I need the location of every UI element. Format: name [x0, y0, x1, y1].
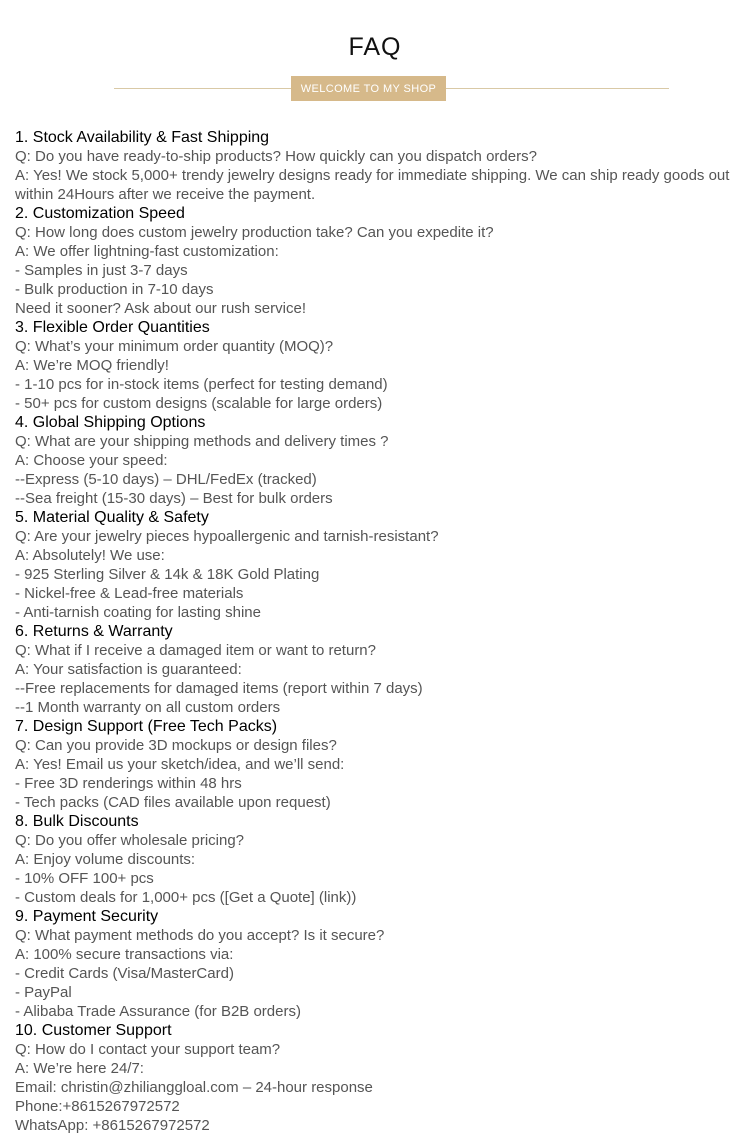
faq-bullet: --Sea freight (15-30 days) – Best for bulk orders — [15, 490, 333, 507]
faq-section-title: 8. Bulk Discounts — [15, 813, 139, 830]
faq-bullet: - 1-10 pcs for in-stock items (perfect for testing demand) — [15, 376, 388, 393]
faq-line: Phone:+8615267972572 — [15, 1098, 180, 1115]
faq-question: Q: Do you have ready-to-ship products? How quickly can you dispatch orders? — [15, 148, 537, 165]
faq-bullet: - Free 3D renderings within 48 hrs — [15, 775, 242, 792]
faq-bullet: - 50+ pcs for custom designs (scalable for large orders) — [15, 395, 383, 412]
faq-section — [15, 812, 740, 907]
faq-bullet: - 10% OFF 100+ pcs — [15, 870, 154, 887]
faq-answer: A: 100% secure transactions via: — [15, 946, 234, 963]
faq-line: WhatsApp: +8615267972572 — [15, 1117, 210, 1134]
faq-bullet: - Credit Cards (Visa/MasterCard) — [15, 965, 234, 982]
faq-section-title: 9. Payment Security — [15, 908, 159, 925]
faq-section — [15, 204, 740, 318]
faq-answer: A: Yes! Email us your sketch/idea, and we’ll send: — [15, 756, 345, 773]
faq-bullet: --1 Month warranty on all custom orders — [15, 699, 281, 716]
faq-answer: A: Choose your speed: — [15, 452, 168, 469]
faq-answer: A: Enjoy volume discounts: — [15, 851, 196, 868]
faq-section — [15, 508, 740, 622]
faq-answer: A: We’re here 24/7: — [15, 1060, 144, 1077]
faq-answer: A: Yes! We stock 5,000+ trendy jewelry designs ready for immediate shipping. We can ship ready goods out within 24Hours after we receive the payment. — [15, 167, 730, 203]
faq-bullet: - Alibaba Trade Assurance (for B2B orders) — [15, 1003, 301, 1020]
faq-bullet: - Custom deals for 1,000+ pcs ([Get a Quote] (link)) — [15, 889, 357, 906]
welcome-badge: WELCOME TO MY SHOP — [291, 76, 446, 101]
faq-question: Q: What payment methods do you accept? Is it secure? — [15, 927, 385, 944]
faq-question: Q: Do you offer wholesale pricing? — [15, 832, 245, 849]
faq-bullet: --Express (5-10 days) – DHL/FedEx (tracked) — [15, 471, 317, 488]
faq-question: Q: How long does custom jewelry production take? Can you expedite it? — [15, 224, 494, 241]
faq-section-title: 4. Global Shipping Options — [15, 414, 206, 431]
faq-question: Q: How do I contact your support team? — [15, 1041, 281, 1058]
faq-bullet: - Nickel-free & Lead-free materials — [15, 585, 244, 602]
faq-section-title: 5. Material Quality & Safety — [15, 509, 209, 526]
faq-section-title: 7. Design Support (Free Tech Packs) — [15, 718, 278, 735]
faq-question: Q: Are your jewelry pieces hypoallergenic and tarnish-resistant? — [15, 528, 439, 545]
faq-line: Need it sooner? Ask about our rush service! — [15, 300, 306, 317]
divider-right — [446, 88, 669, 89]
faq-bullet: - Tech packs (CAD files available upon request) — [15, 794, 331, 811]
faq-answer: A: We’re MOQ friendly! — [15, 357, 169, 374]
faq-bullet: - Bulk production in 7-10 days — [15, 281, 214, 298]
faq-section-title: 2. Customization Speed — [15, 205, 185, 222]
faq-section — [15, 717, 740, 812]
faq-section — [15, 128, 740, 204]
faq-header — [0, 0, 750, 120]
faq-section-title: 6. Returns & Warranty — [15, 623, 173, 640]
faq-bullet: - PayPal — [15, 984, 72, 1001]
faq-bullet: - Anti-tarnish coating for lasting shine — [15, 604, 261, 621]
faq-bullet: - Samples in just 3-7 days — [15, 262, 188, 279]
faq-question: Q: Can you provide 3D mockups or design files? — [15, 737, 337, 754]
faq-bullet: --Free replacements for damaged items (report within 7 days) — [15, 680, 423, 697]
faq-answer: A: Your satisfaction is guaranteed: — [15, 661, 242, 678]
faq-section-title: 1. Stock Availability & Fast Shipping — [15, 129, 270, 146]
faq-section — [15, 318, 740, 413]
faq-question: Q: What’s your minimum order quantity (MOQ)? — [15, 338, 334, 355]
faq-line: Email: christin@zhilianggloal.com – 24-hour response — [15, 1079, 373, 1096]
faq-question: Q: What are your shipping methods and delivery times ? — [15, 433, 389, 450]
faq-section — [15, 1021, 740, 1135]
faq-answer: A: We offer lightning-fast customization: — [15, 243, 279, 260]
faq-answer: A: Absolutely! We use: — [15, 547, 165, 564]
faq-question: Q: What if I receive a damaged item or want to return? — [15, 642, 376, 659]
faq-section — [15, 413, 740, 508]
faq-section — [15, 622, 740, 717]
faq-list — [15, 128, 740, 1135]
faq-section-title: 3. Flexible Order Quantities — [15, 319, 210, 336]
divider-left — [114, 88, 291, 89]
page-title: FAQ — [348, 33, 402, 61]
faq-section — [15, 907, 740, 1021]
faq-bullet: - 925 Sterling Silver & 14k & 18K Gold Plating — [15, 566, 320, 583]
faq-section-title: 10. Customer Support — [15, 1022, 172, 1039]
